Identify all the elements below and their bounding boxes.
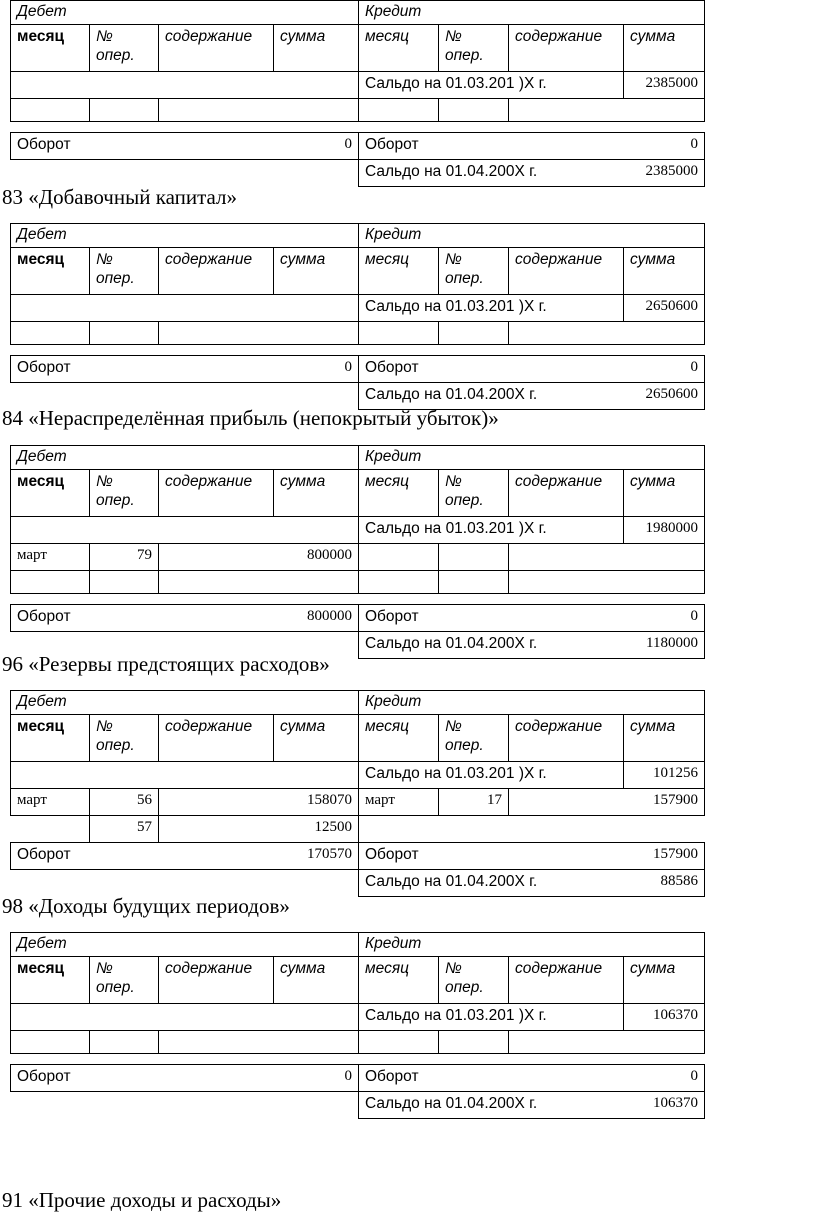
col-content: содержание	[509, 470, 624, 517]
col-sum: сумма	[274, 715, 359, 762]
entry-month: март	[11, 544, 90, 571]
col-content: содержание	[509, 957, 624, 1004]
account-table-98	[10, 932, 705, 1119]
debit-header: Дебет	[11, 933, 359, 957]
entry-sum: 158070	[159, 789, 359, 816]
col-month: месяц	[11, 715, 90, 762]
entry-sum: 157900	[509, 789, 705, 816]
opening-balance-label: Сальдо на 01.03.201 )Х г.	[359, 295, 624, 322]
account-table-84	[10, 445, 705, 659]
closing-balance-value: 106370	[624, 1092, 705, 1119]
credit-header: Кредит	[359, 224, 705, 248]
closing-balance-label: Сальдо на 01.04.200Х г.	[359, 870, 624, 897]
entry-op-no: 17	[439, 789, 509, 816]
col-month: месяц	[359, 715, 439, 762]
col-content: содержание	[159, 25, 274, 72]
debit-turnover-value: 0	[274, 133, 359, 160]
credit-header: Кредит	[359, 933, 705, 957]
col-op-no: № опер.	[439, 715, 509, 762]
credit-turnover-value: 0	[624, 133, 705, 160]
account-title: 84 «Нераспределённая прибыль (непокрытый убыток)»	[2, 406, 499, 430]
debit-turnover-value: 0	[274, 1065, 359, 1092]
debit-header: Дебет	[11, 691, 359, 715]
debit-turnover-label: Оборот	[11, 605, 274, 632]
account-title: 91 «Прочие доходы и расходы»	[2, 1188, 282, 1212]
col-content: содержание	[509, 715, 624, 762]
entry-op-no: 79	[90, 544, 159, 571]
col-month: месяц	[359, 470, 439, 517]
col-op-no: № опер.	[90, 957, 159, 1004]
credit-turnover-label: Оборот	[359, 605, 624, 632]
col-month: месяц	[359, 957, 439, 1004]
col-content: содержание	[159, 248, 274, 295]
credit-turnover-value: 157900	[624, 843, 705, 870]
col-op-no: № опер.	[439, 25, 509, 72]
opening-balance-value: 2385000	[624, 72, 705, 99]
opening-balance-value: 106370	[624, 1004, 705, 1031]
col-sum: сумма	[624, 25, 705, 72]
col-sum: сумма	[624, 957, 705, 1004]
col-op-no: № опер.	[439, 470, 509, 517]
account-table-83	[10, 223, 705, 410]
entry-month: март	[11, 789, 90, 816]
account-table-1	[10, 0, 705, 187]
account-table-96	[10, 690, 705, 897]
credit-turnover-label: Оборот	[359, 843, 624, 870]
col-sum: сумма	[274, 957, 359, 1004]
entry-op-no: 56	[90, 789, 159, 816]
account-title: 98 «Доходы будущих периодов»	[2, 894, 290, 918]
credit-header: Кредит	[359, 446, 705, 470]
col-op-no: № опер.	[90, 248, 159, 295]
debit-turnover-label: Оборот	[11, 356, 274, 383]
col-op-no: № опер.	[439, 248, 509, 295]
debit-turnover-value: 170570	[274, 843, 359, 870]
closing-balance-value: 2385000	[624, 160, 705, 187]
entry-op-no: 57	[90, 816, 159, 843]
account-title: 96 «Резервы предстоящих расходов»	[2, 652, 330, 676]
credit-turnover-value: 0	[624, 1065, 705, 1092]
col-content: содержание	[159, 957, 274, 1004]
col-content: содержание	[159, 715, 274, 762]
col-sum: сумма	[624, 715, 705, 762]
col-sum: сумма	[624, 470, 705, 517]
debit-header: Дебет	[11, 1, 359, 25]
debit-turnover-label: Оборот	[11, 133, 274, 160]
col-month: месяц	[11, 957, 90, 1004]
debit-turnover-value: 800000	[274, 605, 359, 632]
credit-turnover-label: Оборот	[359, 1065, 624, 1092]
closing-balance-value: 88586	[624, 870, 705, 897]
account-title: 83 «Добавочный капитал»	[2, 185, 238, 209]
closing-balance-value: 1180000	[624, 632, 705, 659]
entry-month: март	[359, 789, 439, 816]
credit-turnover-label: Оборот	[359, 356, 624, 383]
col-op-no: № опер.	[90, 25, 159, 72]
closing-balance-label: Сальдо на 01.04.200Х г.	[359, 632, 624, 659]
col-content: содержание	[509, 25, 624, 72]
closing-balance-label: Сальдо на 01.04.200Х г.	[359, 160, 624, 187]
closing-balance-label: Сальдо на 01.04.200Х г.	[359, 1092, 624, 1119]
debit-turnover-label: Оборот	[11, 1065, 274, 1092]
col-op-no: № опер.	[90, 715, 159, 762]
credit-header: Кредит	[359, 1, 705, 25]
col-month: месяц	[359, 248, 439, 295]
col-content: содержание	[509, 248, 624, 295]
col-op-no: № опер.	[90, 470, 159, 517]
col-op-no: № опер.	[439, 957, 509, 1004]
col-month: месяц	[359, 25, 439, 72]
closing-balance-label: Сальдо на 01.04.200Х г.	[359, 383, 624, 410]
debit-header: Дебет	[11, 224, 359, 248]
col-sum: сумма	[274, 248, 359, 295]
debit-header: Дебет	[11, 446, 359, 470]
opening-balance-value: 1980000	[624, 517, 705, 544]
closing-balance-value: 2650600	[624, 383, 705, 410]
col-sum: сумма	[274, 25, 359, 72]
credit-header: Кредит	[359, 691, 705, 715]
col-content: содержание	[159, 470, 274, 517]
opening-balance-label: Сальдо на 01.03.201 )Х г.	[359, 517, 624, 544]
opening-balance-label: Сальдо на 01.03.201 )Х г.	[359, 762, 624, 789]
col-month: месяц	[11, 25, 90, 72]
col-month: месяц	[11, 248, 90, 295]
opening-balance-value: 101256	[624, 762, 705, 789]
credit-turnover-value: 0	[624, 356, 705, 383]
credit-turnover-value: 0	[624, 605, 705, 632]
opening-balance-label: Сальдо на 01.03.201 )Х г.	[359, 72, 624, 99]
entry-sum: 12500	[159, 816, 359, 843]
debit-turnover-label: Оборот	[11, 843, 274, 870]
opening-balance-label: Сальдо на 01.03.201 )Х г.	[359, 1004, 624, 1031]
col-sum: сумма	[624, 248, 705, 295]
entry-sum: 800000	[159, 544, 359, 571]
debit-turnover-value: 0	[274, 356, 359, 383]
opening-balance-value: 2650600	[624, 295, 705, 322]
col-month: месяц	[11, 470, 90, 517]
col-sum: сумма	[274, 470, 359, 517]
credit-turnover-label: Оборот	[359, 133, 624, 160]
